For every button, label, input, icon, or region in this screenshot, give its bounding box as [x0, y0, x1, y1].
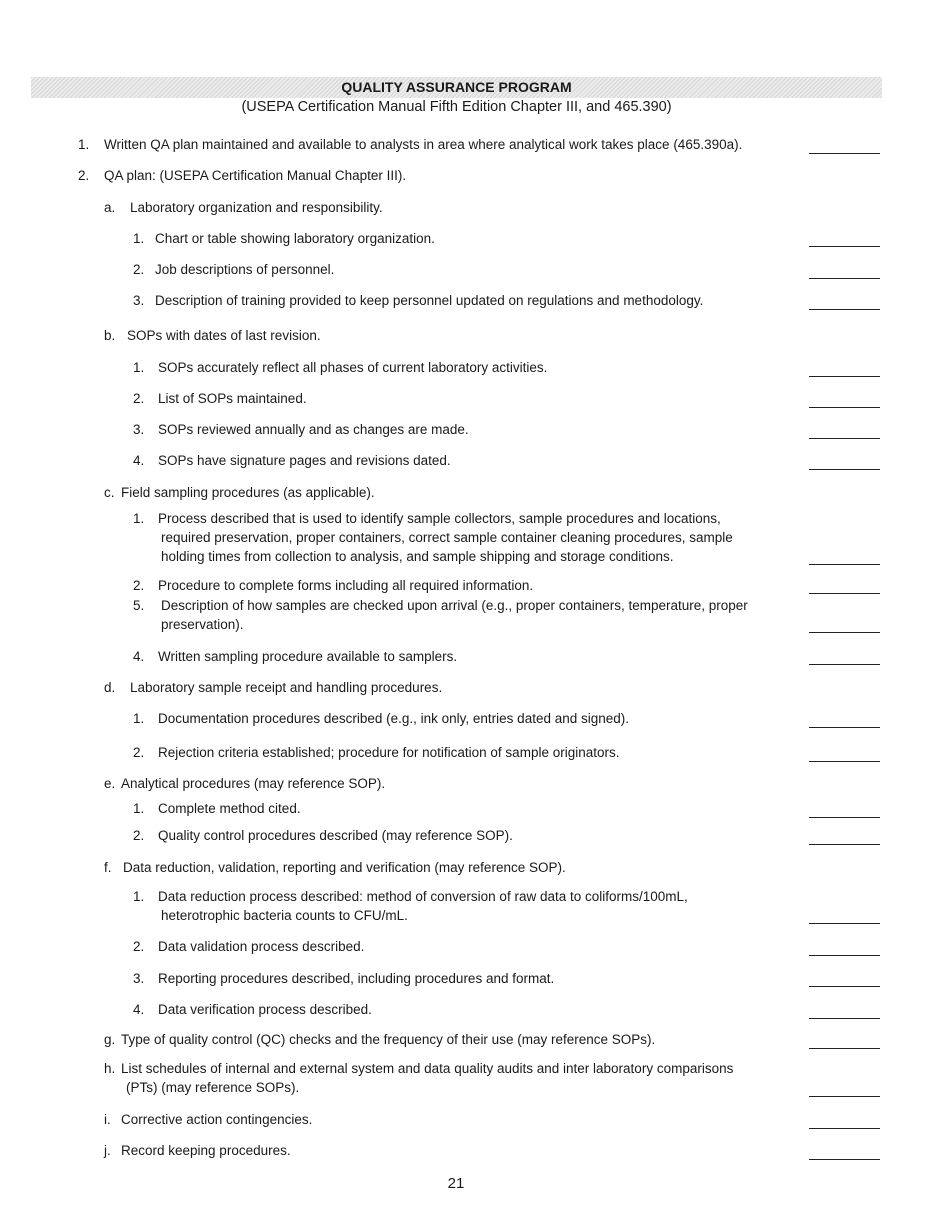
item-number: 3. — [133, 293, 145, 308]
section-letter: d. — [104, 680, 116, 695]
item-number: 1. — [133, 231, 145, 246]
item-text: Data validation process described. — [158, 939, 365, 954]
checklist-blank-line[interactable] — [809, 278, 880, 279]
item-number: 3. — [133, 971, 145, 986]
item-text: QA plan: (USEPA Certification Manual Chapter III). — [104, 168, 407, 183]
checklist-blank-line[interactable] — [809, 664, 880, 665]
checklist-blank-line[interactable] — [809, 986, 880, 987]
page-title: QUALITY ASSURANCE PROGRAM — [341, 79, 572, 95]
checklist-blank-line[interactable] — [809, 1096, 880, 1097]
item-number: 1. — [133, 511, 145, 526]
item-number: 1. — [133, 889, 145, 904]
checklist-blank-line[interactable] — [809, 844, 880, 845]
section-text: Type of quality control (QC) checks and the frequency of their use (may reference SOPs). — [121, 1032, 656, 1047]
section-text: Corrective action contingencies. — [121, 1112, 313, 1127]
section-letter: b. — [104, 328, 116, 343]
checklist-blank-line[interactable] — [809, 376, 880, 377]
item-text-line: Description of how samples are checked upon arrival (e.g., proper containers, temperature, proper — [161, 598, 748, 613]
item-number: 2. — [133, 578, 145, 593]
item-text: Written sampling procedure available to samplers. — [158, 649, 458, 664]
item-number: 2. — [133, 745, 145, 760]
item-text: Complete method cited. — [158, 801, 301, 816]
item-number: 1. — [133, 801, 145, 816]
item-text: Job descriptions of personnel. — [155, 262, 335, 277]
section-letter: g. — [104, 1032, 116, 1047]
checklist-blank-line[interactable] — [809, 438, 880, 439]
item-text-line: heterotrophic bacteria counts to CFU/mL. — [161, 908, 408, 923]
page-subtitle: (USEPA Certification Manual Fifth Edition Chapter III, and 465.390) — [241, 99, 672, 115]
section-letter: c. — [104, 485, 115, 500]
checklist-blank-line[interactable] — [809, 923, 880, 924]
checklist-blank-line[interactable] — [809, 246, 880, 247]
item-number: 2. — [133, 262, 145, 277]
checklist-blank-line[interactable] — [809, 564, 880, 565]
item-text-line: required preservation, proper containers, correct sample container cleaning procedures, sample — [161, 530, 733, 545]
checklist-blank-line[interactable] — [809, 309, 880, 310]
checklist-blank-line[interactable] — [809, 1128, 880, 1129]
section-text: Data reduction, validation, reporting and verification (may reference SOP). — [123, 860, 566, 875]
section-letter: j. — [104, 1143, 111, 1158]
item-text: Written QA plan maintained and available to analysts in area where analytical work takes place (465.390a). — [104, 137, 743, 152]
item-number: 1. — [133, 711, 145, 726]
item-text: Chart or table showing laboratory organization. — [155, 231, 435, 246]
checklist-blank-line[interactable] — [809, 469, 880, 470]
item-number: 2. — [78, 168, 90, 183]
item-text: Quality control procedures described (may reference SOP). — [158, 828, 513, 843]
checklist-blank-line[interactable] — [809, 817, 880, 818]
item-text: Documentation procedures described (e.g., ink only, entries dated and signed). — [158, 711, 630, 726]
section-letter: f. — [104, 860, 112, 875]
item-number: 4. — [133, 453, 145, 468]
checklist-blank-line[interactable] — [809, 593, 880, 594]
section-text-line: (PTs) (may reference SOPs). — [126, 1080, 300, 1095]
item-text: Reporting procedures described, including procedures and format. — [158, 971, 555, 986]
checklist-blank-line[interactable] — [809, 1018, 880, 1019]
checklist-blank-line[interactable] — [809, 632, 880, 633]
section-text-line: List schedules of internal and external system and data quality audits and inter laboratory comparisons — [121, 1061, 734, 1076]
item-number: 2. — [133, 939, 145, 954]
item-text: Rejection criteria established; procedure for notification of sample originators. — [158, 745, 620, 760]
item-text-line: holding times from collection to analysis, and sample shipping and storage conditions. — [161, 549, 674, 564]
section-letter: e. — [104, 776, 116, 791]
page-number: 21 — [447, 1175, 465, 1192]
item-text: Description of training provided to keep personnel updated on regulations and methodology. — [155, 293, 704, 308]
section-text: Field sampling procedures (as applicable). — [121, 485, 375, 500]
item-number: 2. — [133, 828, 145, 843]
checklist-blank-line[interactable] — [809, 727, 880, 728]
section-letter: i. — [104, 1112, 111, 1127]
item-text-line: preservation). — [161, 617, 244, 632]
item-text: List of SOPs maintained. — [158, 391, 307, 406]
section-letter: h. — [104, 1061, 116, 1076]
item-number: 3. — [133, 422, 145, 437]
item-number: 4. — [133, 1002, 145, 1017]
item-text: Data verification process described. — [158, 1002, 372, 1017]
item-number: 1. — [78, 137, 90, 152]
item-number: 2. — [133, 391, 145, 406]
section-text: SOPs with dates of last revision. — [127, 328, 321, 343]
checklist-blank-line[interactable] — [809, 1048, 880, 1049]
item-text: SOPs accurately reflect all phases of current laboratory activities. — [158, 360, 548, 375]
section-text: Analytical procedures (may reference SOP). — [121, 776, 386, 791]
item-text: Procedure to complete forms including all required information. — [158, 578, 534, 593]
checklist-blank-line[interactable] — [809, 955, 880, 956]
item-number: 5. — [133, 598, 145, 613]
item-text: SOPs have signature pages and revisions dated. — [158, 453, 451, 468]
item-text-line: Data reduction process described: method of conversion of raw data to coliforms/100mL, — [158, 889, 688, 904]
checklist-blank-line[interactable] — [809, 761, 880, 762]
section-text: Laboratory sample receipt and handling procedures. — [130, 680, 443, 695]
checklist-blank-line[interactable] — [809, 153, 880, 154]
item-number: 1. — [133, 360, 145, 375]
checklist-blank-line[interactable] — [809, 1159, 880, 1160]
section-text: Record keeping procedures. — [121, 1143, 291, 1158]
item-text: SOPs reviewed annually and as changes are made. — [158, 422, 469, 437]
section-letter: a. — [104, 200, 116, 215]
checklist-blank-line[interactable] — [809, 407, 880, 408]
item-text-line: Process described that is used to identify sample collectors, sample procedures and locations, — [158, 511, 721, 526]
item-number: 4. — [133, 649, 145, 664]
section-text: Laboratory organization and responsibility. — [130, 200, 383, 215]
